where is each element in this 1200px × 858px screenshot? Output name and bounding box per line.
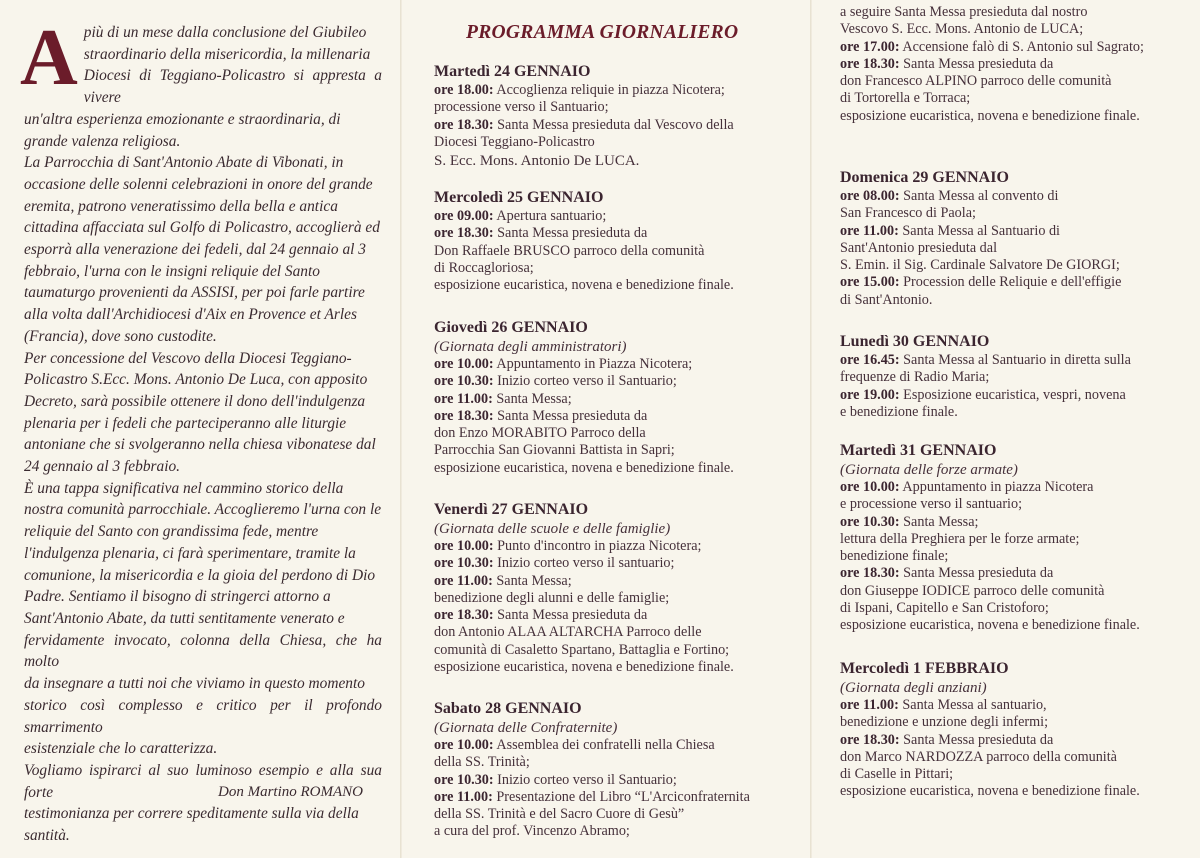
schedule-text: benedizione degli alunni e delle famiglie;: [434, 589, 670, 606]
schedule-line: [434, 391, 734, 408]
schedule-text: a cura del prof. Vincenzo Abramo;: [434, 823, 630, 840]
schedule-line: [434, 789, 750, 806]
schedule-text: Santa Messa al santuario,: [898, 697, 1047, 713]
schedule-line: [840, 387, 1131, 404]
schedule-time: ore 16.45:: [840, 352, 900, 368]
schedule-time: ore 10.00:: [434, 356, 494, 372]
schedule-text: Santa Messa presieduta da: [899, 731, 1054, 748]
schedule-line: [434, 425, 734, 442]
letter-line: Per concessione del Vescovo della Diocesi Teggiano-: [24, 349, 352, 367]
schedule-line: [434, 225, 734, 242]
day-title: Domenica 29 GENNAIO: [840, 169, 1009, 186]
schedule-text: Procession delle Reliquie e dell'effigie: [899, 274, 1122, 291]
letter-line: È una tappa significativa nel cammino storico della: [24, 479, 344, 497]
schedule-line: [434, 642, 734, 659]
schedule-line: [840, 292, 1121, 309]
schedule-text: Santa Messa;: [492, 390, 572, 407]
schedule-line: [434, 373, 734, 390]
schedule-line: [840, 90, 1144, 107]
schedule-line: [434, 408, 734, 425]
letter-line: (Francia), dove sono custodite.: [24, 327, 217, 345]
schedule-text: Don Raffaele BRUSCO parroco della comunità: [434, 242, 705, 259]
letter-line: Sant'Antonio Abate, da tutti sentitamente venerato e: [24, 609, 345, 627]
letter-line: esistenziale che lo caratterizza.: [24, 740, 218, 758]
schedule-line: [840, 565, 1140, 582]
schedule-line: [840, 714, 1140, 731]
schedule-text: Parrocchia San Giovanni Battista in Sapri;: [434, 442, 675, 459]
letter-line: Vogliamo ispirarci al suo luminoso esempio e alla sua forte: [24, 761, 382, 801]
letter-line: febbraio, l'urna con le insigni reliquie del Santo: [24, 262, 320, 280]
schedule-line: [840, 188, 1121, 205]
letter-line: straordinario della misericordia, la millenaria: [83, 45, 371, 63]
letter-line: fervidamente invocato, colonna della Chiesa, che ha molto: [24, 631, 382, 671]
letter-line: taumaturgo provenienti da ASSISI, per poi farle partire: [24, 284, 365, 302]
schedule-time: ore 10.30:: [434, 555, 494, 572]
schedule-time: ore 10.00:: [434, 737, 494, 753]
schedule-time: ore 18.30:: [434, 116, 494, 133]
program-day: [840, 659, 1140, 801]
schedule-text: Santa Messa al convento di: [899, 188, 1059, 204]
schedule-time: ore 18.30:: [840, 55, 900, 72]
schedule-text: esposizione eucaristica, novena e benedizione finale.: [840, 107, 1140, 124]
schedule-text: benedizione finale;: [840, 548, 949, 565]
letter-line: occasione delle solenni celebrazioni in onore del grande: [24, 175, 373, 193]
letter-line: grande valenza religiosa.: [24, 132, 181, 150]
schedule-text: Inizio corteo verso il santuario;: [493, 555, 675, 572]
schedule-text: esposizione eucaristica, novena e benedizione finale.: [840, 617, 1140, 634]
schedule-text: Vescovo S. Ecc. Mons. Antonio de LUCA;: [840, 21, 1084, 38]
schedule-time: ore 18.30:: [840, 565, 900, 582]
schedule-time: ore 10.00:: [434, 538, 494, 554]
schedule-line: [434, 555, 734, 572]
schedule-text: processione verso il Santuario;: [434, 99, 609, 116]
program-title: PROGRAMMA GIORNALIERO: [466, 22, 739, 43]
schedule-line: [840, 39, 1144, 56]
day-title: Martedì 24 GENNAIO: [434, 63, 591, 80]
program-day: [434, 699, 750, 841]
schedule-text: di Caselle in Pittari;: [840, 766, 954, 783]
schedule-line: [840, 514, 1140, 531]
schedule-line: [840, 496, 1140, 513]
schedule-text: Apertura santuario;: [493, 208, 607, 224]
program-day: [840, 168, 1121, 309]
schedule-line: [434, 82, 734, 99]
schedule-line: [840, 205, 1121, 222]
schedule-line: [434, 823, 750, 840]
schedule-time: ore 18.00:: [434, 82, 494, 98]
schedule-text: don Antonio ALAA ALTARCHA Parroco delle: [434, 624, 702, 641]
schedule-time: ore 10.00:: [840, 479, 900, 495]
schedule-text: Santa Messa al Santuario in diretta sulla: [899, 352, 1131, 368]
schedule-line: [434, 356, 734, 373]
schedule-text: Santa Messa;: [492, 572, 572, 589]
letter-line: un'altra esperienza emozionante e straordinaria, di: [24, 110, 341, 128]
schedule-text: don Enzo MORABITO Parroco della: [434, 425, 646, 442]
program-day: [434, 500, 734, 676]
program-day: [840, 441, 1140, 635]
schedule-text: di Sant'Antonio.: [840, 291, 933, 308]
schedule-line: [434, 151, 734, 171]
schedule-line: [840, 4, 1144, 21]
schedule-text: Sant'Antonio presieduta dal: [840, 239, 998, 256]
schedule-text: Santa Messa presieduta dal Vescovo della: [493, 116, 734, 133]
schedule-line: [434, 737, 750, 754]
schedule-line: [840, 108, 1144, 125]
schedule-line: [434, 538, 734, 555]
schedule-text: Santa Messa presieduta da: [899, 565, 1054, 582]
program-day: [434, 62, 734, 171]
letter-line: 24 gennaio al 3 febbraio.: [24, 458, 181, 476]
letter-line: eremita, patrono veneratissimo della bella e antica: [24, 197, 338, 215]
schedule-line: [434, 460, 734, 477]
schedule-text: comunità di Casaletto Spartano, Battaglia e Fortino;: [434, 641, 730, 658]
schedule-line: [840, 749, 1140, 766]
schedule-text: esposizione eucaristica, novena e benedizione finale.: [840, 783, 1140, 800]
schedule-line: [434, 442, 734, 459]
schedule-time: ore 11.00:: [434, 788, 493, 805]
schedule-line: [434, 208, 734, 225]
schedule-line: [840, 766, 1140, 783]
schedule-line: [840, 223, 1121, 240]
letter-line: alla volta dall'Archidiocesi d'Aix en Provence et Arles: [24, 306, 357, 324]
schedule-line: [840, 21, 1144, 38]
schedule-line: [840, 240, 1121, 257]
schedule-time: ore 17.00:: [840, 38, 900, 55]
schedule-line: [434, 99, 734, 116]
schedule-text: don Giuseppe IODICE parroco delle comunità: [840, 582, 1105, 599]
schedule-text: di Roccagloriosa;: [434, 259, 534, 276]
letter-line: cittadina affacciata sul Golfo di Policastro, accoglierà ed: [24, 219, 380, 237]
schedule-line: [434, 590, 734, 607]
drop-cap: A: [20, 14, 78, 102]
schedule-text: Accensione falò di S. Antonio sul Sagrato;: [899, 38, 1144, 55]
schedule-text: Santa Messa presieduta da: [493, 407, 648, 424]
schedule-line: [840, 617, 1140, 634]
letter-line: Diocesi di Teggiano-Policastro si appresta a vivere: [83, 67, 382, 107]
schedule-time: ore 18.30:: [434, 225, 494, 242]
schedule-line: [840, 600, 1140, 617]
schedule-line: [840, 274, 1121, 291]
schedule-line: [434, 277, 734, 294]
schedule-time: ore 11.00:: [840, 697, 899, 713]
letter-line: Padre. Sentiamo il bisogno di stringerci attorno a: [24, 588, 331, 606]
schedule-text: Santa Messa;: [899, 513, 979, 530]
schedule-line: [840, 697, 1140, 714]
day-subtitle: (Giornata delle scuole e delle famiglie): [434, 521, 671, 537]
fold-line-left: [400, 0, 402, 858]
schedule-text: San Francesco di Paola;: [840, 205, 976, 222]
schedule-time: ore 10.30:: [434, 373, 494, 390]
schedule-text: Santa Messa al Santuario di: [898, 222, 1060, 239]
day-title: Sabato 28 GENNAIO: [434, 700, 582, 717]
schedule-line: [434, 754, 750, 771]
program-day: [840, 332, 1131, 421]
schedule-text: esposizione eucaristica, novena e benedizione finale.: [434, 277, 734, 294]
letter-line: comunione, la misericordia e la gioia del perdono di Dio: [24, 566, 376, 584]
schedule-line: [434, 624, 734, 641]
schedule-time: ore 11.00:: [434, 572, 493, 589]
schedule-time: ore 11.00:: [434, 390, 493, 407]
schedule-time: ore 10.30:: [434, 771, 494, 788]
schedule-text: Inizio corteo verso il Santuario;: [493, 771, 677, 788]
day-title: Giovedì 26 GENNAIO: [434, 319, 588, 336]
schedule-time: ore 08.00:: [840, 188, 900, 204]
schedule-text: Accoglienza reliquie in piazza Nicotera;: [493, 82, 725, 98]
fold-line-right: [810, 0, 812, 858]
schedule-time: ore 18.30:: [434, 607, 494, 624]
schedule-text: Inizio corteo verso il Santuario;: [493, 373, 677, 390]
schedule-text: Santa Messa presieduta da: [493, 607, 648, 624]
schedule-text: Appuntamento in Piazza Nicotera;: [493, 356, 693, 372]
schedule-text: a seguire Santa Messa presieduta dal nostro: [840, 4, 1088, 20]
schedule-text: Santa Messa presieduta da: [899, 55, 1054, 72]
schedule-text: Esposizione eucaristica, vespri, novena: [899, 386, 1126, 403]
schedule-text: Punto d'incontro in piazza Nicotera;: [493, 538, 702, 554]
letter-line: La Parrocchia di Sant'Antonio Abate di Vibonati, in: [24, 154, 344, 172]
schedule-time: ore 19.00:: [840, 386, 900, 403]
day-title: Martedì 31 GENNAIO: [840, 442, 997, 459]
schedule-line: [840, 404, 1131, 421]
schedule-text: frequenze di Radio Maria;: [840, 369, 990, 386]
schedule-text: don Marco NARDOZZA parroco della comunità: [840, 748, 1117, 765]
schedule-text: di Tortorella e Torraca;: [840, 90, 971, 107]
letter-line: l'indulgenza plenaria, ci farà sperimentare, tramite la: [24, 544, 356, 562]
schedule-text: della SS. Trinità;: [434, 754, 530, 771]
schedule-line: [840, 479, 1140, 496]
schedule-line: [840, 531, 1140, 548]
schedule-line: [840, 548, 1140, 565]
day-title: Mercoledì 25 GENNAIO: [434, 189, 604, 206]
schedule-text: Assemblea dei confratelli nella Chiesa: [493, 737, 715, 753]
schedule-text: S. Emin. il Sig. Cardinale Salvatore De GIORGI;: [840, 257, 1120, 274]
day-title: Lunedì 30 GENNAIO: [840, 333, 990, 350]
day-subtitle: (Giornata degli amministratori): [434, 339, 627, 355]
schedule-line: [840, 73, 1144, 90]
schedule-line: [840, 369, 1131, 386]
letter-line: antoniane che si svolgeranno nella chiesa vibonatese dal: [24, 436, 376, 454]
letter-line: Decreto, sarà possibile ottenere il dono dell'indulgenza: [24, 392, 366, 410]
schedule-time: ore 11.00:: [840, 222, 899, 239]
letter-line: Policastro S.Ecc. Mons. Antonio De Luca, con apposito: [24, 371, 368, 389]
schedule-time: ore 18.30:: [434, 407, 494, 424]
letter-line: plenaria per i fedeli che parteciperanno alle liturgie: [24, 414, 347, 432]
schedule-line: [840, 257, 1121, 274]
letter-line: da insegnare a tutti noi che viviamo in questo momento: [24, 675, 365, 693]
schedule-text: esposizione eucaristica, novena e benedizione finale.: [434, 659, 734, 676]
schedule-line: [434, 659, 734, 676]
letter-line: testimonianza per correre speditamente sulla via della: [24, 805, 359, 823]
letter-line: santità.: [24, 827, 70, 845]
program-day: [840, 4, 1144, 125]
schedule-text: di Ispani, Capitello e San Cristoforo;: [840, 600, 1049, 617]
day-title: Mercoledì 1 FEBBRAIO: [840, 660, 1009, 677]
schedule-line: [434, 117, 734, 134]
schedule-line: [840, 783, 1140, 800]
day-subtitle: (Giornata delle Confraternite): [434, 720, 618, 736]
schedule-line: [434, 806, 750, 823]
schedule-text: Diocesi Teggiano-Policastro: [434, 133, 595, 150]
schedule-text: lettura della Preghiera per le forze armate;: [840, 530, 1080, 547]
schedule-line: [840, 56, 1144, 73]
schedule-line: [840, 352, 1131, 369]
letter-line: esporrà alla venerazione dei fedeli, dal 24 gennaio al 3: [24, 241, 366, 259]
schedule-line: [434, 607, 734, 624]
letter-line: storico così complesso e critico per il profondo smarrimento: [24, 696, 382, 736]
schedule-line: [434, 260, 734, 277]
schedule-text: della SS. Trinità e del Sacro Cuore di Gesù”: [434, 806, 685, 823]
schedule-text: esposizione eucaristica, novena e benedizione finale.: [434, 459, 734, 476]
program-day: [434, 188, 734, 294]
pastoral-letter: [20, 14, 382, 847]
schedule-line: [434, 573, 734, 590]
schedule-line: [840, 732, 1140, 749]
schedule-time: ore 09.00:: [434, 208, 494, 224]
schedule-line: [434, 134, 734, 151]
schedule-text: Presentazione del Libro “L'Arciconfraternita: [492, 788, 750, 805]
schedule-text: Appuntamento in piazza Nicotera: [899, 479, 1094, 495]
letter-line: reliquie del Santo con grandissima fede, mentre: [24, 523, 319, 541]
schedule-time: ore 10.30:: [840, 513, 900, 530]
signature: Don Martino ROMANO: [218, 784, 363, 800]
day-subtitle: (Giornata degli anziani): [840, 680, 987, 696]
day-subtitle: (Giornata delle forze armate): [840, 462, 1018, 478]
schedule-line: [840, 583, 1140, 600]
letter-line: più di un mese dalla conclusione del Giubileo: [83, 24, 367, 41]
schedule-text: don Francesco ALPINO parroco delle comunità: [840, 73, 1112, 90]
schedule-time: ore 18.30:: [840, 731, 900, 748]
schedule-text: e processione verso il santuario;: [840, 496, 1023, 513]
schedule-line: [434, 772, 750, 789]
day-title: Venerdì 27 GENNAIO: [434, 501, 589, 518]
schedule-text: e benedizione finale.: [840, 403, 958, 420]
program-day: [434, 318, 734, 477]
schedule-text: Santa Messa presieduta da: [493, 225, 648, 242]
schedule-time: ore 15.00:: [840, 274, 900, 291]
schedule-text: S. Ecc. Mons. Antonio De LUCA.: [434, 153, 640, 170]
letter-line: nostra comunità parrocchiale. Accoglieremo l'urna con le: [24, 501, 382, 519]
schedule-text: benedizione e unzione degli infermi;: [840, 714, 1049, 731]
schedule-line: [434, 243, 734, 260]
